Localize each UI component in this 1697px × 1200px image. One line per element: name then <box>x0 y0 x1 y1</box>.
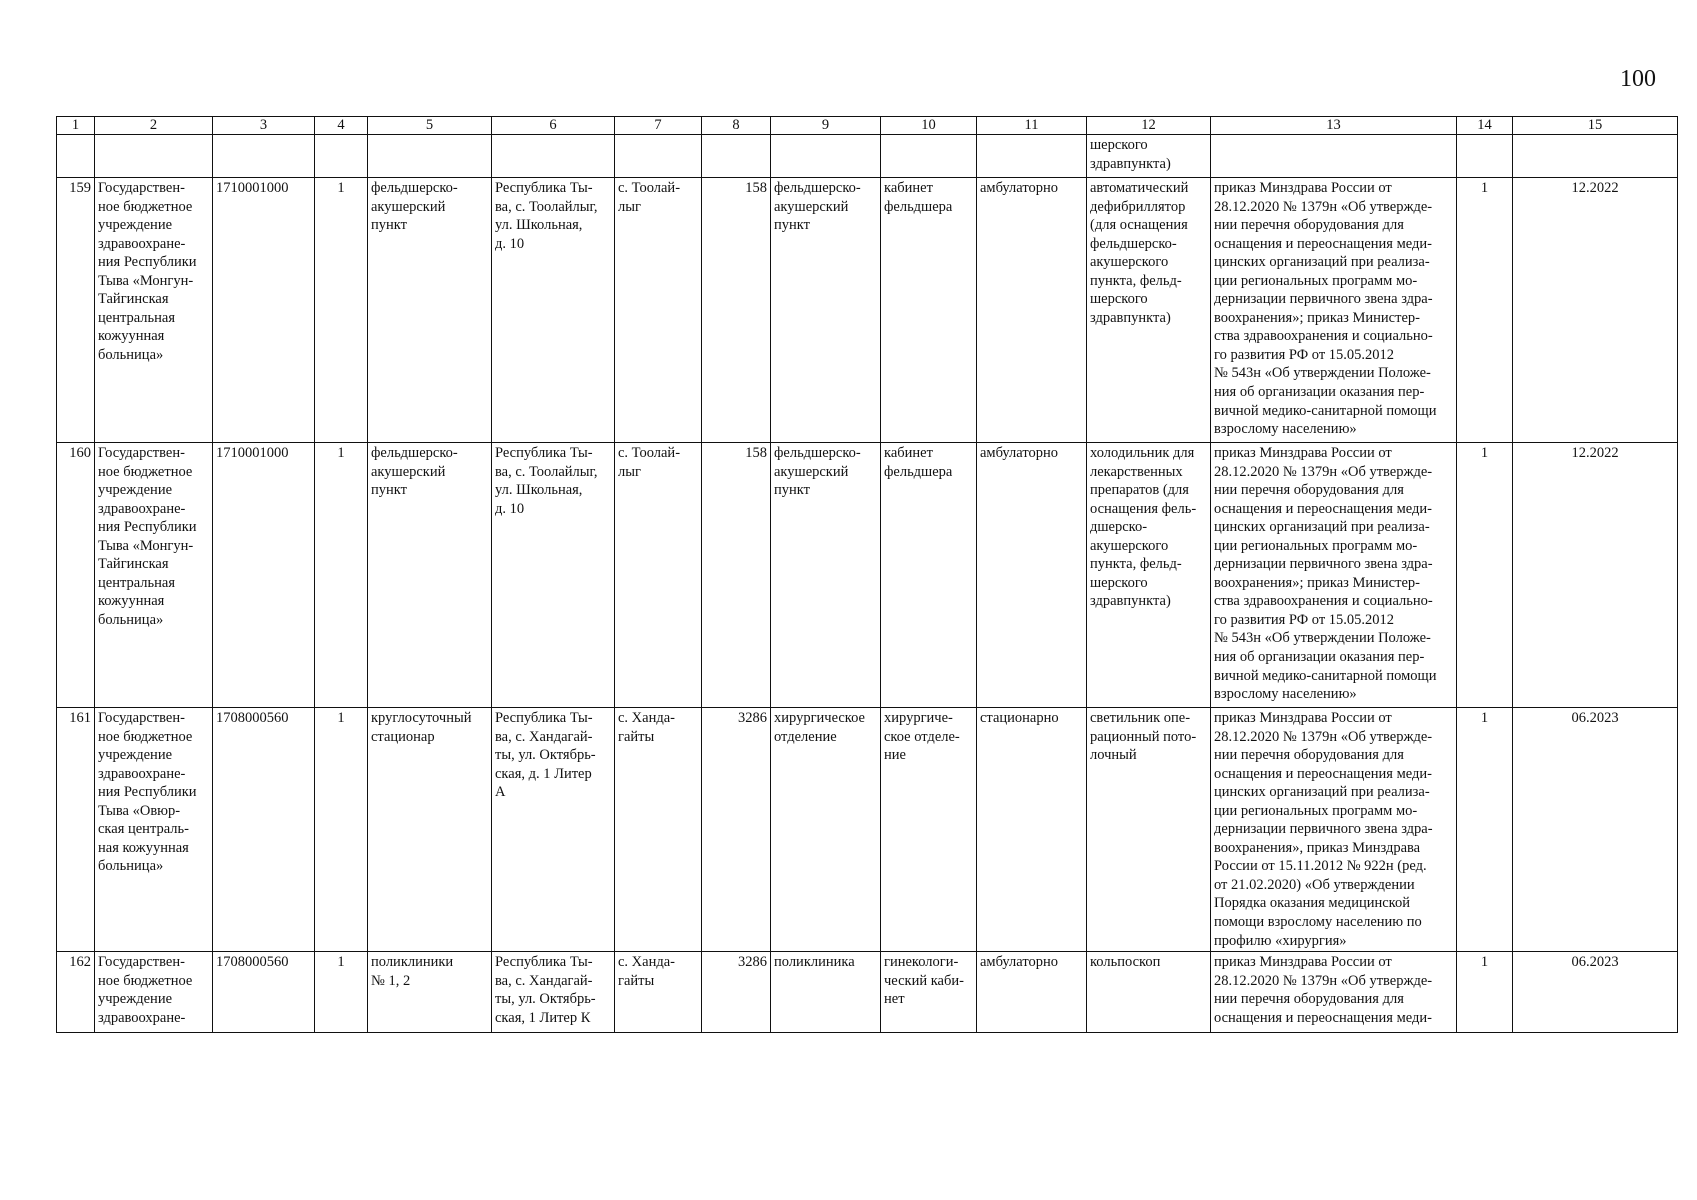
basis-cell: приказ Минздрава России от 28.12.2020 № 1379н «Об утвержде- нии перечня оборудования для оснащения и переоснащения меди- цинских организаций при реализа- ции региональных программ мо- дернизации первичного звена здра- воохранения»; приказ Министер- ства здравоохранения и социально- го развития РФ от 15.05.2012 № 543н «Об утверждении Положе- ния об организации оказания пер- вичной медико-санитарной помощи взрослому населению» <box>1211 178 1457 443</box>
column-number: 13 <box>1211 117 1457 135</box>
locality-cell: с. Тоолай- лыг <box>615 443 702 708</box>
equipment-cell: холодильник для лекарственных препаратов (для оснащения фель- дшерско- акушерского пункта, фельд- шерского здравпункта) <box>1087 443 1211 708</box>
quantity-cell: 1 <box>1457 443 1513 708</box>
row-number-cell: 159 <box>57 178 95 443</box>
population-cell: 158 <box>702 443 771 708</box>
organization-cell: Государствен- ное бюджетное учреждение здравоохране- ния Республики Тыва «Монгун- Тайгинская центральная кожуунная больница» <box>95 178 213 443</box>
column-number: 14 <box>1457 117 1513 135</box>
date-cell: 12.2022 <box>1513 178 1678 443</box>
basis-cell: приказ Минздрава России от 28.12.2020 № 1379н «Об утвержде- нии перечня оборудования для оснащения и переоснащения меди- цинских организаций при реализа- ции региональных программ мо- дернизации первичного звена здра- воохранения», приказ Минздрава России от 15.11.2012 № 922н (ред. от 21.02.2020) «Об утверждении Порядка оказания медицинской помощи взрослому населению по профилю «хирургия» <box>1211 708 1457 952</box>
room-cell: хирургиче- ское отделе- ние <box>881 708 977 952</box>
division-cell: хирургическое отделение <box>771 708 881 952</box>
basis-cell <box>1211 135 1457 178</box>
division-cell: фельдшерско- акушерский пункт <box>771 443 881 708</box>
column-4-cell: 1 <box>315 178 368 443</box>
oktmo-cell: 1708000560 <box>213 708 315 952</box>
locality-cell: с. Ханда- гайты <box>615 952 702 1033</box>
unit-cell: поликлиники № 1, 2 <box>368 952 492 1033</box>
address-cell: Республика Ты- ва, с. Хандагай- ты, ул. Октябрь- ская, 1 Литер К <box>492 952 615 1033</box>
column-number: 12 <box>1087 117 1211 135</box>
table-row <box>57 443 1678 708</box>
column-4-cell: 1 <box>315 952 368 1033</box>
equipment-table <box>56 116 1678 1033</box>
quantity-cell: 1 <box>1457 952 1513 1033</box>
division-cell: поликлиника <box>771 952 881 1033</box>
care-form-cell: стационарно <box>977 708 1087 952</box>
column-number: 1 <box>57 117 95 135</box>
table-row <box>57 708 1678 952</box>
locality-cell: с. Тоолай- лыг <box>615 178 702 443</box>
unit-cell: круглосуточный стационар <box>368 708 492 952</box>
care-form-cell: амбулаторно <box>977 178 1087 443</box>
basis-cell: приказ Минздрава России от 28.12.2020 № 1379н «Об утвержде- нии перечня оборудования для оснащения и переоснащения меди- цинских организаций при реализа- ции региональных программ мо- дернизации первичного звена здра- воохранения»; приказ Министер- ства здравоохранения и социально- го развития РФ от 15.05.2012 № 543н «Об утверждении Положе- ния об организации оказания пер- вичной медико-санитарной помощи взрослому населению» <box>1211 443 1457 708</box>
column-number: 10 <box>881 117 977 135</box>
equipment-cell: шерского здравпункта) <box>1087 135 1211 178</box>
quantity-cell: 1 <box>1457 178 1513 443</box>
row-number-cell: 160 <box>57 443 95 708</box>
oktmo-cell: 1710001000 <box>213 178 315 443</box>
organization-cell: Государствен- ное бюджетное учреждение здравоохране- ния Республики Тыва «Монгун- Тайгинская центральная кожуунная больница» <box>95 443 213 708</box>
row-number-cell: 161 <box>57 708 95 952</box>
table-row <box>57 952 1678 1033</box>
equipment-cell: кольпоскоп <box>1087 952 1211 1033</box>
column-number-row <box>57 117 1678 135</box>
equipment-cell: светильник опе- рационный пото- лочный <box>1087 708 1211 952</box>
oktmo-cell: 1710001000 <box>213 443 315 708</box>
table-row <box>57 178 1678 443</box>
care-form-cell: амбулаторно <box>977 952 1087 1033</box>
date-cell: 06.2023 <box>1513 708 1678 952</box>
room-cell: кабинет фельдшера <box>881 178 977 443</box>
column-number: 2 <box>95 117 213 135</box>
population-cell: 3286 <box>702 952 771 1033</box>
column-4-cell: 1 <box>315 443 368 708</box>
locality-cell: с. Ханда- гайты <box>615 708 702 952</box>
unit-cell: фельдшерско- акушерский пункт <box>368 443 492 708</box>
date-cell: 06.2023 <box>1513 952 1678 1033</box>
column-number: 3 <box>213 117 315 135</box>
population-cell: 158 <box>702 178 771 443</box>
quantity-cell: 1 <box>1457 708 1513 952</box>
column-number: 11 <box>977 117 1087 135</box>
column-number: 8 <box>702 117 771 135</box>
column-number: 5 <box>368 117 492 135</box>
organization-cell: Государствен- ное бюджетное учреждение здравоохране- <box>95 952 213 1033</box>
address-cell: Республика Ты- ва, с. Хандагай- ты, ул. Октябрь- ская, д. 1 Литер А <box>492 708 615 952</box>
organization-cell: Государствен- ное бюджетное учреждение здравоохране- ния Республики Тыва «Овюр- ская централь- ная кожуунная больница» <box>95 708 213 952</box>
unit-cell: фельдшерско- акушерский пункт <box>368 178 492 443</box>
oktmo-cell: 1708000560 <box>213 952 315 1033</box>
date-cell: 12.2022 <box>1513 443 1678 708</box>
basis-cell: приказ Минздрава России от 28.12.2020 № 1379н «Об утвержде- нии перечня оборудования для оснащения и переоснащения меди- <box>1211 952 1457 1033</box>
continuation-row <box>57 135 1678 178</box>
column-4-cell: 1 <box>315 708 368 952</box>
column-number: 7 <box>615 117 702 135</box>
care-form-cell: амбулаторно <box>977 443 1087 708</box>
column-number: 9 <box>771 117 881 135</box>
equipment-cell: автоматический дефибриллятор (для оснащения фельдшерско- акушерского пункта, фельд- шерского здравпункта) <box>1087 178 1211 443</box>
column-number: 4 <box>315 117 368 135</box>
row-number-cell: 162 <box>57 952 95 1033</box>
column-number: 15 <box>1513 117 1678 135</box>
room-cell: кабинет фельдшера <box>881 443 977 708</box>
division-cell: фельдшерско- акушерский пункт <box>771 178 881 443</box>
address-cell: Республика Ты- ва, с. Тоолайлыг, ул. Школьная, д. 10 <box>492 178 615 443</box>
population-cell: 3286 <box>702 708 771 952</box>
room-cell: гинекологи- ческий каби- нет <box>881 952 977 1033</box>
address-cell: Республика Ты- ва, с. Тоолайлыг, ул. Школьная, д. 10 <box>492 443 615 708</box>
page-number: 100 <box>1620 66 1656 92</box>
column-number: 6 <box>492 117 615 135</box>
